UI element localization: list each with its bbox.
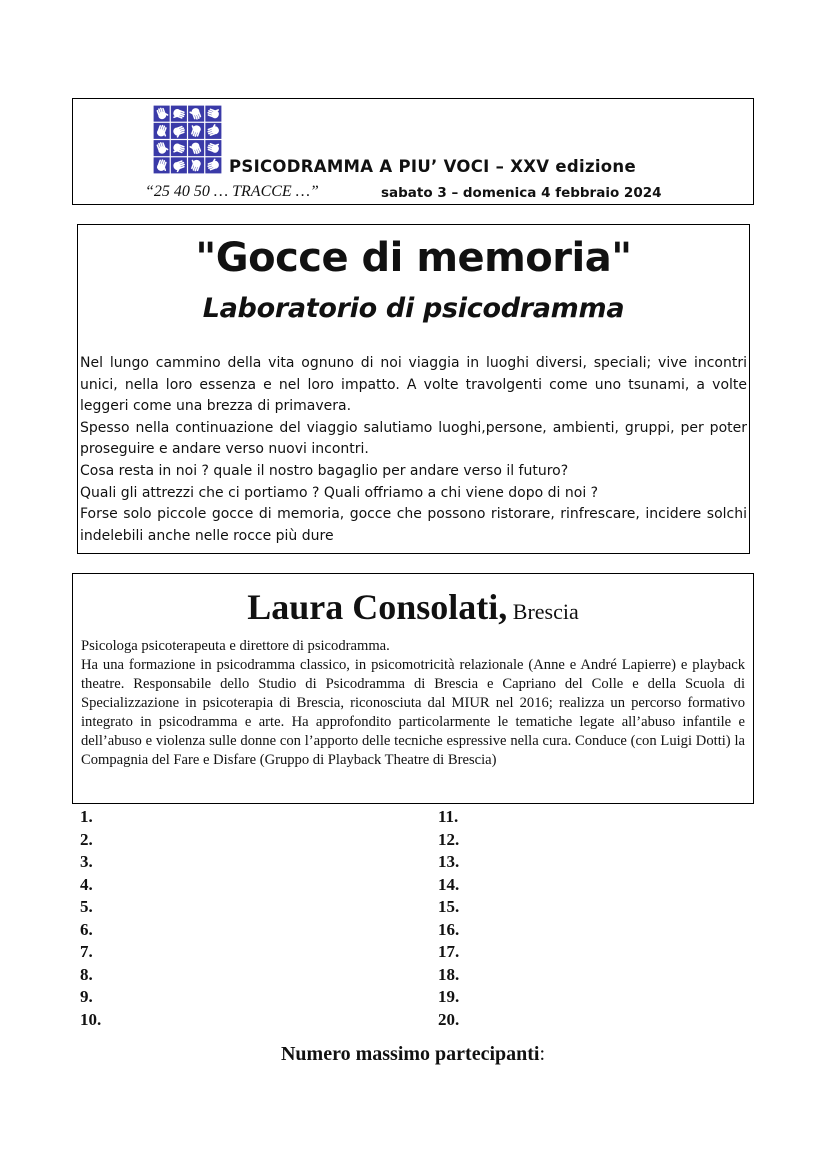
presenter-bio-paragraph: Ha una formazione in psicodramma classico, in psicomotricità relazionale (Anne e André Lapierre) e playback theatre. Responsabile dello Studio di Psicodramma di Brescia e Capriano del Colle e della Scuola di Specializzazione in psicoterapia di Brescia, riconosciuta dal MIUR nel 2016; realizza un percorso formativo integrato in psicodramma e arte. Ha approfondito particolarmente le tematiche legate all’abuso infantile e dell’abuso e violenza sulle donne con l’apporto delle tecniche espressive nella cura. Conduce (con Luigi Dotti) la Compagnia del Fare e Disfare (Gruppo di Playback Theatre di Brescia) (81, 657, 745, 768)
workshop-box (77, 224, 750, 554)
hand-tile-icon (171, 157, 187, 173)
hand-tile-icon (154, 106, 170, 122)
hand-tile-icon (171, 106, 187, 122)
list-item: 10. (80, 1009, 102, 1029)
list-item: 19. (438, 987, 460, 1006)
max-participants-colon: : (539, 1043, 546, 1065)
event-motto: “25 40 50 … TRACCE …” (145, 183, 319, 200)
workshop-paragraph: Cosa resta in noi ? quale il nostro bagaglio per andare verso il futuro? (80, 462, 569, 479)
list-item: 11. (438, 807, 459, 826)
list-item: 3. (80, 852, 93, 871)
presenter-bio-paragraph: Psicologa psicoterapeuta e direttore di psicodramma. (81, 638, 390, 654)
list-item: 1. (80, 807, 93, 826)
list-item: 13. (438, 852, 460, 871)
list-item: 16. (438, 919, 460, 939)
workshop-paragraph: Nel lungo cammino della vita ognuno di noi viaggia in luoghi diversi, speciali; vive incontri unici, nella loro essenza e nel loro impatto. A volte travolgenti come uno tsunami, a volte leggeri come una brezza di primavera. (80, 355, 747, 415)
max-participants-text: Numero massimo partecipanti (280, 1043, 540, 1065)
workshop-paragraph: Forse solo piccole gocce di memoria, gocce che possono ristorare, rinfrescare, incidere solchi indelebili anche nelle rocce più dure (80, 506, 747, 544)
hand-tile-icon (154, 123, 170, 139)
workshop-description (80, 353, 747, 547)
presenter-name: Laura Consolati, (247, 587, 508, 627)
presenter-city: Brescia (507, 599, 579, 624)
hand-tile-icon (205, 157, 221, 173)
hand-tile-icon (171, 140, 187, 156)
list-item: 18. (438, 964, 460, 984)
list-item: 9. (80, 987, 93, 1006)
header-box (72, 98, 754, 205)
workshop-paragraph: Quali gli attrezzi che ci portiamo ? Quali offriamo a chi viene dopo di noi ? (80, 484, 599, 501)
list-item: 2. (80, 829, 93, 849)
hand-tile-icon (188, 123, 204, 139)
workshop-title: "Gocce di memoria" (195, 235, 632, 281)
hand-tile-icon (154, 157, 170, 173)
workshop-subtitle: Laboratorio di psicodramma (202, 293, 625, 324)
event-dates: sabato 3 – domenica 4 febbraio 2024 (381, 185, 662, 201)
list-item: 15. (438, 897, 460, 916)
hands-grid-logo-icon (153, 105, 222, 174)
hand-tile-icon (205, 140, 221, 156)
hand-tile-icon (205, 123, 221, 139)
workshop-paragraph: Spesso nella continuazione del viaggio salutiamo luoghi,persone, ambienti, gruppi, per poter proseguire e andare verso nuovi incontri. (80, 419, 747, 458)
list-item: 17. (438, 942, 460, 961)
list-item: 6. (80, 919, 93, 939)
list-item: 12. (438, 829, 460, 849)
hand-tile-icon (188, 157, 204, 173)
hand-tile-icon (205, 106, 221, 122)
max-participants-label (0, 1043, 826, 1066)
list-item: 14. (438, 874, 460, 894)
participants-list-left (80, 806, 101, 1031)
hand-tile-icon (171, 123, 187, 139)
list-item: 5. (80, 897, 93, 916)
presenter-bio (81, 637, 745, 770)
list-item: 4. (80, 874, 93, 894)
hand-tile-icon (188, 106, 204, 122)
participants-list-right (438, 806, 459, 1031)
presenter-heading (73, 586, 753, 628)
list-item: 8. (80, 964, 93, 984)
list-item: 7. (80, 942, 93, 961)
hand-tile-icon (188, 140, 204, 156)
event-title: PSICODRAMMA A PIU’ VOCI – XXV edizione (229, 157, 636, 176)
presenter-box (72, 573, 754, 804)
hand-tile-icon (154, 140, 170, 156)
list-item: 20. (438, 1009, 460, 1029)
